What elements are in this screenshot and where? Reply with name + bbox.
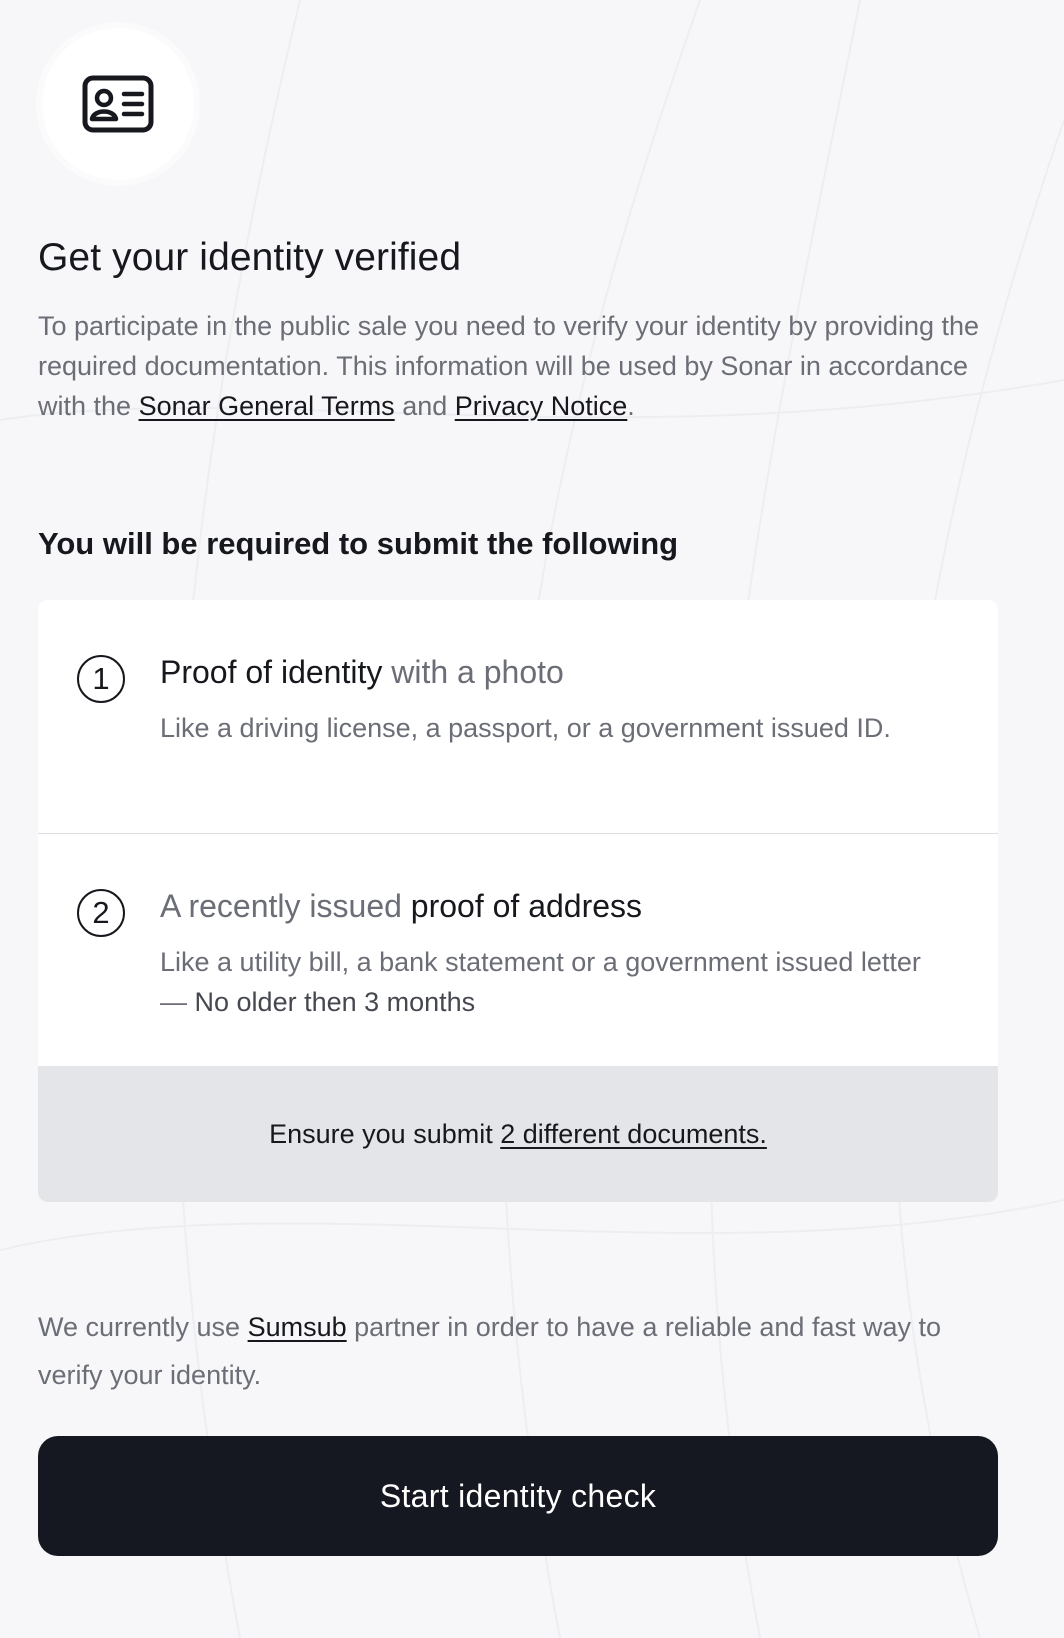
requirement-description-strong: No older then 3 months <box>194 987 476 1017</box>
requirement-item-address <box>38 834 998 1066</box>
step-number-2-icon: 2 <box>77 889 125 937</box>
id-card-icon <box>82 75 154 133</box>
different-documents-link[interactable]: 2 different documents. <box>500 1118 767 1149</box>
intro-period: . <box>627 391 635 421</box>
intro-paragraph <box>38 306 998 426</box>
documents-notice <box>38 1066 998 1202</box>
partner-info <box>38 1303 998 1399</box>
requirement-description <box>160 942 930 1022</box>
requirement-title <box>160 654 564 691</box>
requirements-heading: You will be required to submit the following <box>38 526 679 561</box>
requirements-card <box>38 600 998 1202</box>
partner-text-before: We currently use <box>38 1312 248 1342</box>
requirement-title-strong: proof of address <box>410 888 643 924</box>
requirement-item-identity <box>38 600 998 834</box>
requirement-title-muted: A recently issued <box>160 888 411 924</box>
start-identity-check-button[interactable]: Start identity check <box>38 1436 998 1556</box>
requirement-title-strong: Proof of identity <box>160 654 383 690</box>
requirement-description: Like a driving license, a passport, or a government issued ID. <box>160 713 891 743</box>
partner-text-after: partner in order to have a reliable and fast way to verify your identity. <box>38 1312 941 1390</box>
requirement-title <box>160 888 642 925</box>
intro-and: and <box>394 391 455 421</box>
step-number-1-icon: 1 <box>77 655 125 703</box>
intro-text: To participate in the public sale you need to verify your identity by providing the required documentation. This information will be used by Sonar in accordance with the <box>38 311 980 421</box>
requirement-title-muted: with a photo <box>382 654 564 690</box>
privacy-notice-link[interactable]: Privacy Notice <box>454 391 628 421</box>
page-title: Get your identity verified <box>38 236 462 279</box>
id-card-icon-badge <box>42 28 194 180</box>
sumsub-link[interactable]: Sumsub <box>247 1312 347 1342</box>
notice-text: Ensure you submit <box>269 1118 501 1149</box>
sonar-general-terms-link[interactable]: Sonar General Terms <box>138 391 395 421</box>
requirement-description-text: Like a utility bill, a bank statement or a government issued letter — <box>160 947 921 1017</box>
